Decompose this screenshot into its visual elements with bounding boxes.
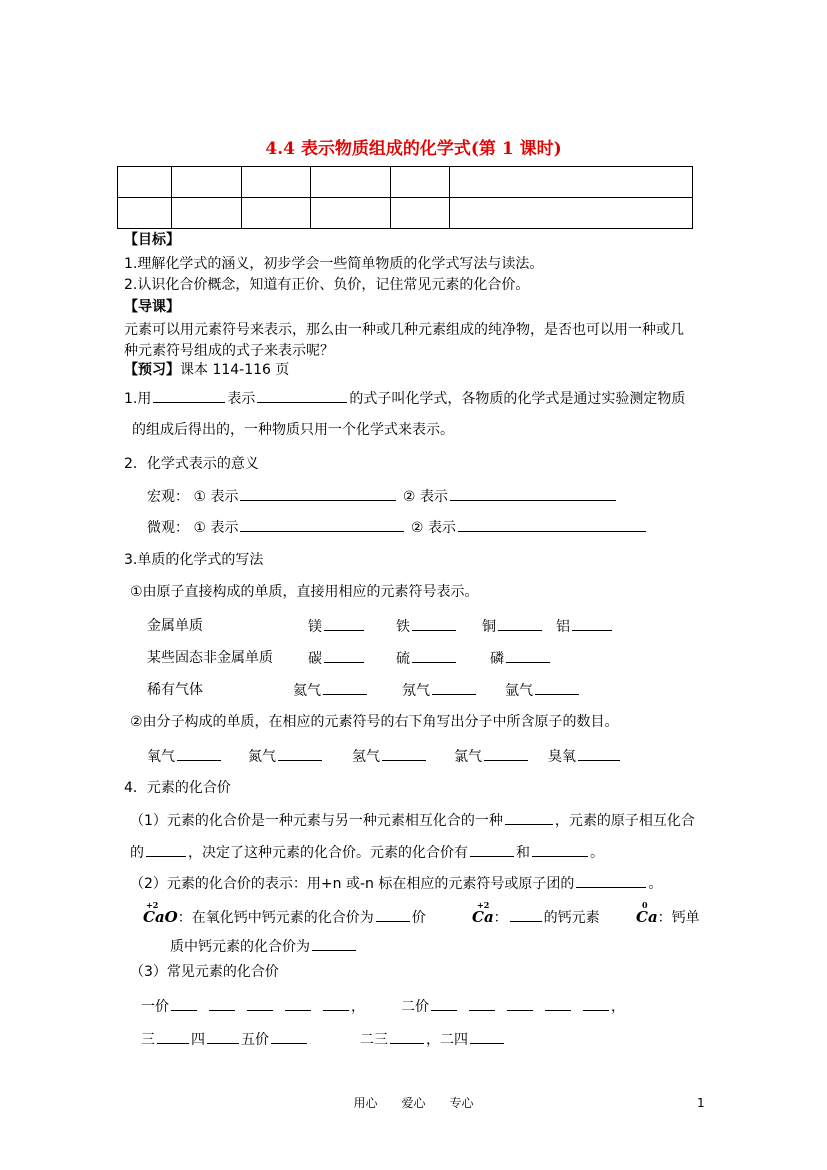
- table-cell: [391, 198, 450, 229]
- fill-blank[interactable]: [510, 907, 542, 922]
- show-label: 表示: [419, 489, 448, 505]
- q4-example-2: +2 Ca： 的钙元素: [472, 900, 600, 926]
- q1-text: 表示: [227, 391, 256, 407]
- q2-heading: 2．化学式表示的意义: [124, 456, 259, 472]
- formula-ca: 0 Ca: [636, 900, 658, 926]
- fill-blank[interactable]: [484, 746, 528, 761]
- fill-blank[interactable]: [532, 842, 588, 857]
- table-cell: [118, 167, 172, 198]
- preview-line: [124, 360, 289, 380]
- fill-blank[interactable]: [450, 486, 616, 501]
- q1-text: 1.用: [124, 391, 152, 407]
- fill-blank[interactable]: [240, 486, 396, 501]
- table-cell: [450, 198, 693, 229]
- fill-blank[interactable]: [240, 517, 404, 532]
- valence-line-2: 二价 ，: [401, 996, 625, 1017]
- fill-blank[interactable]: [506, 648, 550, 663]
- molecule-item: 臭氧: [548, 746, 622, 767]
- fill-blank[interactable]: [412, 616, 456, 631]
- nonmetal-label: 某些固态非金属单质: [147, 650, 273, 666]
- guide-line-1: 元素可以用元素符号来表示，那么由一种或几种元素组成的纯净物，是否也可以用一种或几: [124, 322, 684, 338]
- circled-2: ②: [410, 520, 424, 536]
- q1-text: 的式子叫化学式，各物质的化学式是通过实验测定物质: [349, 391, 686, 407]
- circled-2: ②: [402, 489, 416, 505]
- q4-p3: （3）常见元素的化合价: [130, 964, 279, 980]
- guide-line-2: 种元素符号组成的式子来表示呢？: [124, 343, 334, 359]
- table-cell: [311, 167, 391, 198]
- fill-blank[interactable]: [257, 388, 347, 403]
- molecule-item: 氧气: [147, 746, 223, 767]
- fill-blank[interactable]: [498, 616, 542, 631]
- q4-example-line: +2 CaO：在氧化钙中钙元素的化合价为 价: [143, 900, 426, 926]
- micro-label: 微观：: [147, 520, 189, 536]
- preview-ref: 课本 114-116 页: [180, 362, 290, 378]
- fill-blank[interactable]: [578, 746, 620, 761]
- formula-ca: +2 Ca: [472, 900, 494, 926]
- table-cell: [391, 167, 450, 198]
- valence-line-4: 二三 ，二四: [360, 1029, 506, 1050]
- q4-example-3-line2: 质中钙元素的化合价为: [170, 936, 358, 957]
- macro-label: 宏观：: [147, 489, 189, 505]
- metal-item: 镁: [308, 616, 366, 637]
- goal-item-2: 2.认识化合价概念，知道有正价、负价，记住常见元素的化合价。: [124, 277, 530, 293]
- q4-p1-line2: 的 ，决定了这种元素的化合价。元素的化合价有 和 。: [130, 842, 604, 863]
- fill-blank[interactable]: [324, 648, 364, 663]
- circled-1: ①: [193, 489, 207, 505]
- table-cell: [172, 198, 242, 229]
- nonmetal-item: 磷: [490, 648, 552, 669]
- q1-line-1: [124, 388, 685, 409]
- valence-line-1: 一价 ，: [141, 996, 365, 1017]
- q4-heading: 4．元素的化合价: [124, 780, 231, 796]
- fill-blank[interactable]: [576, 873, 646, 888]
- fill-blank[interactable]: [470, 842, 514, 857]
- fill-blank[interactable]: [432, 680, 476, 695]
- metal-item: 铁: [396, 616, 458, 637]
- table-cell: [450, 167, 693, 198]
- q3-sub2: ②由分子构成的单质，在相应的元素符号的右下角写出分子中所含原子的数目。: [130, 714, 619, 730]
- noble-item: 氩气: [505, 680, 581, 701]
- table-cell: [118, 198, 172, 229]
- fill-blank[interactable]: [535, 680, 579, 695]
- footer-text: 用心 爱心 专心: [353, 1096, 474, 1110]
- guide-heading: 【导课】: [124, 299, 180, 315]
- q3-sub1: ①由原子直接构成的单质，直接用相应的元素符号表示。: [130, 584, 479, 600]
- metal-item: 铜: [482, 616, 544, 637]
- table-cell: [311, 198, 391, 229]
- fill-blank[interactable]: [312, 936, 356, 951]
- fill-blank[interactable]: [505, 810, 553, 825]
- fill-blank[interactable]: [278, 746, 322, 761]
- fill-blank[interactable]: [177, 746, 221, 761]
- page-title: 4.4 表示物质组成的化学式(第 1 课时): [265, 139, 562, 159]
- show-label: 表示: [210, 489, 239, 505]
- fill-blank[interactable]: [324, 616, 364, 631]
- fill-blank[interactable]: [376, 907, 410, 922]
- table-cell: [242, 167, 311, 198]
- fill-blank[interactable]: [382, 746, 426, 761]
- q2-micro-line: [147, 517, 648, 538]
- fill-blank[interactable]: [572, 616, 612, 631]
- show-label: 表示: [210, 520, 239, 536]
- preview-heading: 【预习】: [124, 362, 180, 378]
- valence-line-3: 三 四 五价: [141, 1029, 309, 1050]
- noble-label: 稀有气体: [147, 682, 203, 698]
- fill-blank[interactable]: [458, 517, 646, 532]
- q4-p1-line1: （1）元素的化合价是一种元素与另一种元素相互化合的一种 ，元素的原子相互化合: [130, 810, 695, 831]
- fill-blank[interactable]: [412, 648, 456, 663]
- table-cell: [242, 198, 311, 229]
- fill-blank[interactable]: [153, 388, 225, 403]
- q4-p2: （2）元素的化合价的表示：用+n 或-n 标在相应的元素符号或原子团的 。: [130, 873, 662, 894]
- molecule-item: 氯气: [454, 746, 530, 767]
- noble-item: 氦气: [293, 680, 369, 701]
- noble-item: 氖气: [402, 680, 478, 701]
- fill-blank[interactable]: [323, 680, 367, 695]
- nonmetal-item: 硫: [396, 648, 458, 669]
- formula-cao: +2 CaO: [143, 900, 178, 926]
- page-number: 1: [697, 1096, 705, 1110]
- circled-1: ①: [193, 520, 207, 536]
- q3-heading: 3.单质的化学式的写法: [124, 552, 264, 568]
- q2-macro-line: [147, 486, 618, 507]
- fill-blank[interactable]: [146, 842, 186, 857]
- molecule-item: 氢气: [352, 746, 428, 767]
- q4-example-3: 0 Ca：钙单: [636, 900, 700, 926]
- q1-line-2: 的组成后得出的，一种物质只用一个化学式来表示。: [132, 422, 454, 438]
- nonmetal-item: 碳: [308, 648, 366, 669]
- header-table: [117, 166, 693, 229]
- metal-item: 铝: [556, 616, 614, 637]
- table-cell: [172, 167, 242, 198]
- molecule-item: 氮气: [248, 746, 324, 767]
- goal-item-1: 1.理解化学式的涵义，初步学会一些简单物质的化学式写法与读法。: [124, 256, 544, 272]
- goal-heading: 【目标】: [124, 232, 180, 248]
- metal-label: 金属单质: [147, 618, 203, 634]
- show-label: 表示: [427, 520, 456, 536]
